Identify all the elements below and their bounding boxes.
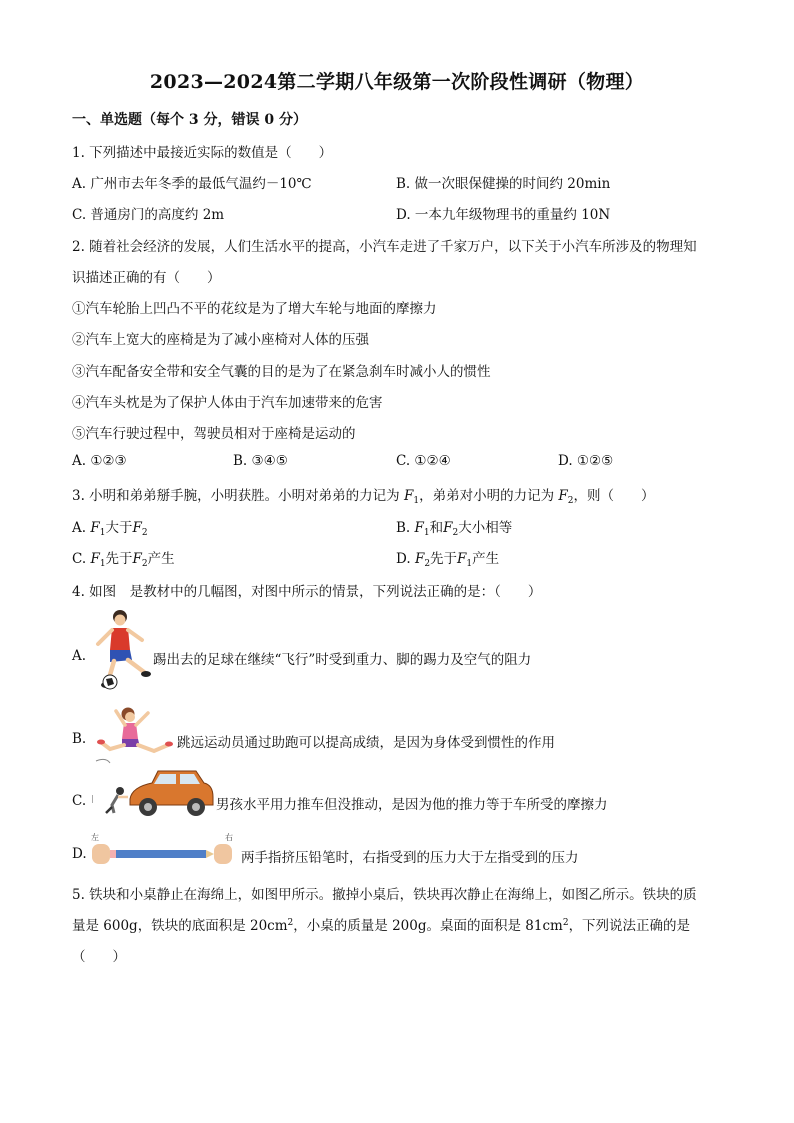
- q4-option-c-text: 男孩水平用力推车但没推动，是因为他的推力等于车所受的摩擦力: [216, 797, 608, 813]
- q3-stem: 3. 小明和弟弟掰手腕，小明获胜。小明对弟弟的力记为 $F_1$，弟弟对小明的力记为 $F_2$，则（ ）: [72, 488, 655, 506]
- page-title: 2023—2024第二学期八年级第一次阶段性调研（物理）: [149, 71, 645, 93]
- q5-line2: 量是 600g，铁块的底面积是 $20cm^2$，小桌的质量是 200g。桌面的面积是 $81cm^2$，下列说法正确的是: [72, 918, 691, 934]
- q5-line1: 5. 铁块和小桌静止在海绵上，如图甲所示。撤掉小桌后，铁块再次静止在海绵上，如图乙所示。铁块的质: [72, 887, 697, 903]
- pencil-left-label: 左: [91, 833, 99, 842]
- pencil-fingers-illustration: [90, 838, 236, 868]
- q1-option-b: B. 做一次眼保健操的时间约 20min: [396, 176, 611, 192]
- section-heading: 一、单选题（每个 3 分，错误 0 分）: [72, 112, 307, 128]
- q1-option-c: C. 普通房门的高度约 2m: [72, 207, 225, 223]
- q2-statement-4: ④汽车头枕是为了保护人体由于汽车加速带来的危害: [72, 395, 383, 411]
- q2-statement-2: ②汽车上宽大的座椅是为了减小座椅对人体的压强: [72, 332, 369, 348]
- soccer-player-illustration: [90, 608, 152, 694]
- q3-option-d: D. $F_2$先于$F_1$产生: [396, 551, 500, 569]
- q1-option-d: D. 一本九年级物理书的重量约 10N: [396, 207, 611, 223]
- q3-option-a: A. $F_1$大于$F_2$: [72, 520, 148, 538]
- q4-stem: 4. 如图 是教材中的几幅图，对图中所示的情景，下列说法正确的是：（ ）: [72, 584, 542, 600]
- q2-statement-1: ①汽车轮胎上凹凸不平的花纹是为了增大车轮与地面的摩擦力: [72, 301, 437, 317]
- q3-option-c: C. $F_1$先于$F_2$产生: [72, 551, 175, 569]
- q2-option-a: A. ①②③: [72, 453, 127, 469]
- q2-option-d: D. ①②⑤: [558, 453, 614, 469]
- long-jumper-illustration: [92, 705, 174, 767]
- q2-option-b: B. ③④⑤: [233, 453, 288, 469]
- q1-option-a: A. 广州市去年冬季的最低气温约－10℃: [72, 176, 312, 192]
- q2-stem-line2: 识描述正确的有（ ）: [72, 270, 221, 286]
- q4-option-c-label: C.: [72, 793, 87, 809]
- q4-option-a-text: 踢出去的足球在继续“飞行”时受到重力、脚的踢力及空气的阻力: [153, 652, 532, 668]
- q4-option-b-text: 跳远运动员通过助跑可以提高成绩，是因为身体受到惯性的作用: [177, 735, 555, 751]
- boy-pushing-car-illustration: [92, 769, 214, 819]
- q2-stem-line1: 2. 随着社会经济的发展，人们生活水平的提高，小汽车走进了千家万户，以下关于小汽车所涉及的物理知: [72, 239, 697, 255]
- q4-option-b-label: B.: [72, 731, 87, 747]
- q4-option-d-label: D.: [72, 846, 87, 862]
- q4-option-a-label: A.: [72, 648, 87, 664]
- q2-statement-5: ⑤汽车行驶过程中，驾驶员相对于座椅是运动的: [72, 426, 356, 442]
- q2-statement-3: ③汽车配备安全带和安全气囊的目的是为了在紧急刹车时减小人的惯性: [72, 364, 491, 380]
- q3-option-b: B. $F_1$和$F_2$大小相等: [396, 520, 513, 538]
- q1-stem: 1. 下列描述中最接近实际的数值是（ ）: [72, 145, 333, 161]
- pencil-right-label: 右: [225, 833, 233, 842]
- q4-option-d-text: 两手指挤压铅笔时，右指受到的压力大于左指受到的压力: [241, 850, 579, 866]
- q5-line3: （ ）: [72, 949, 126, 965]
- q2-option-c: C. ①②④: [396, 453, 451, 469]
